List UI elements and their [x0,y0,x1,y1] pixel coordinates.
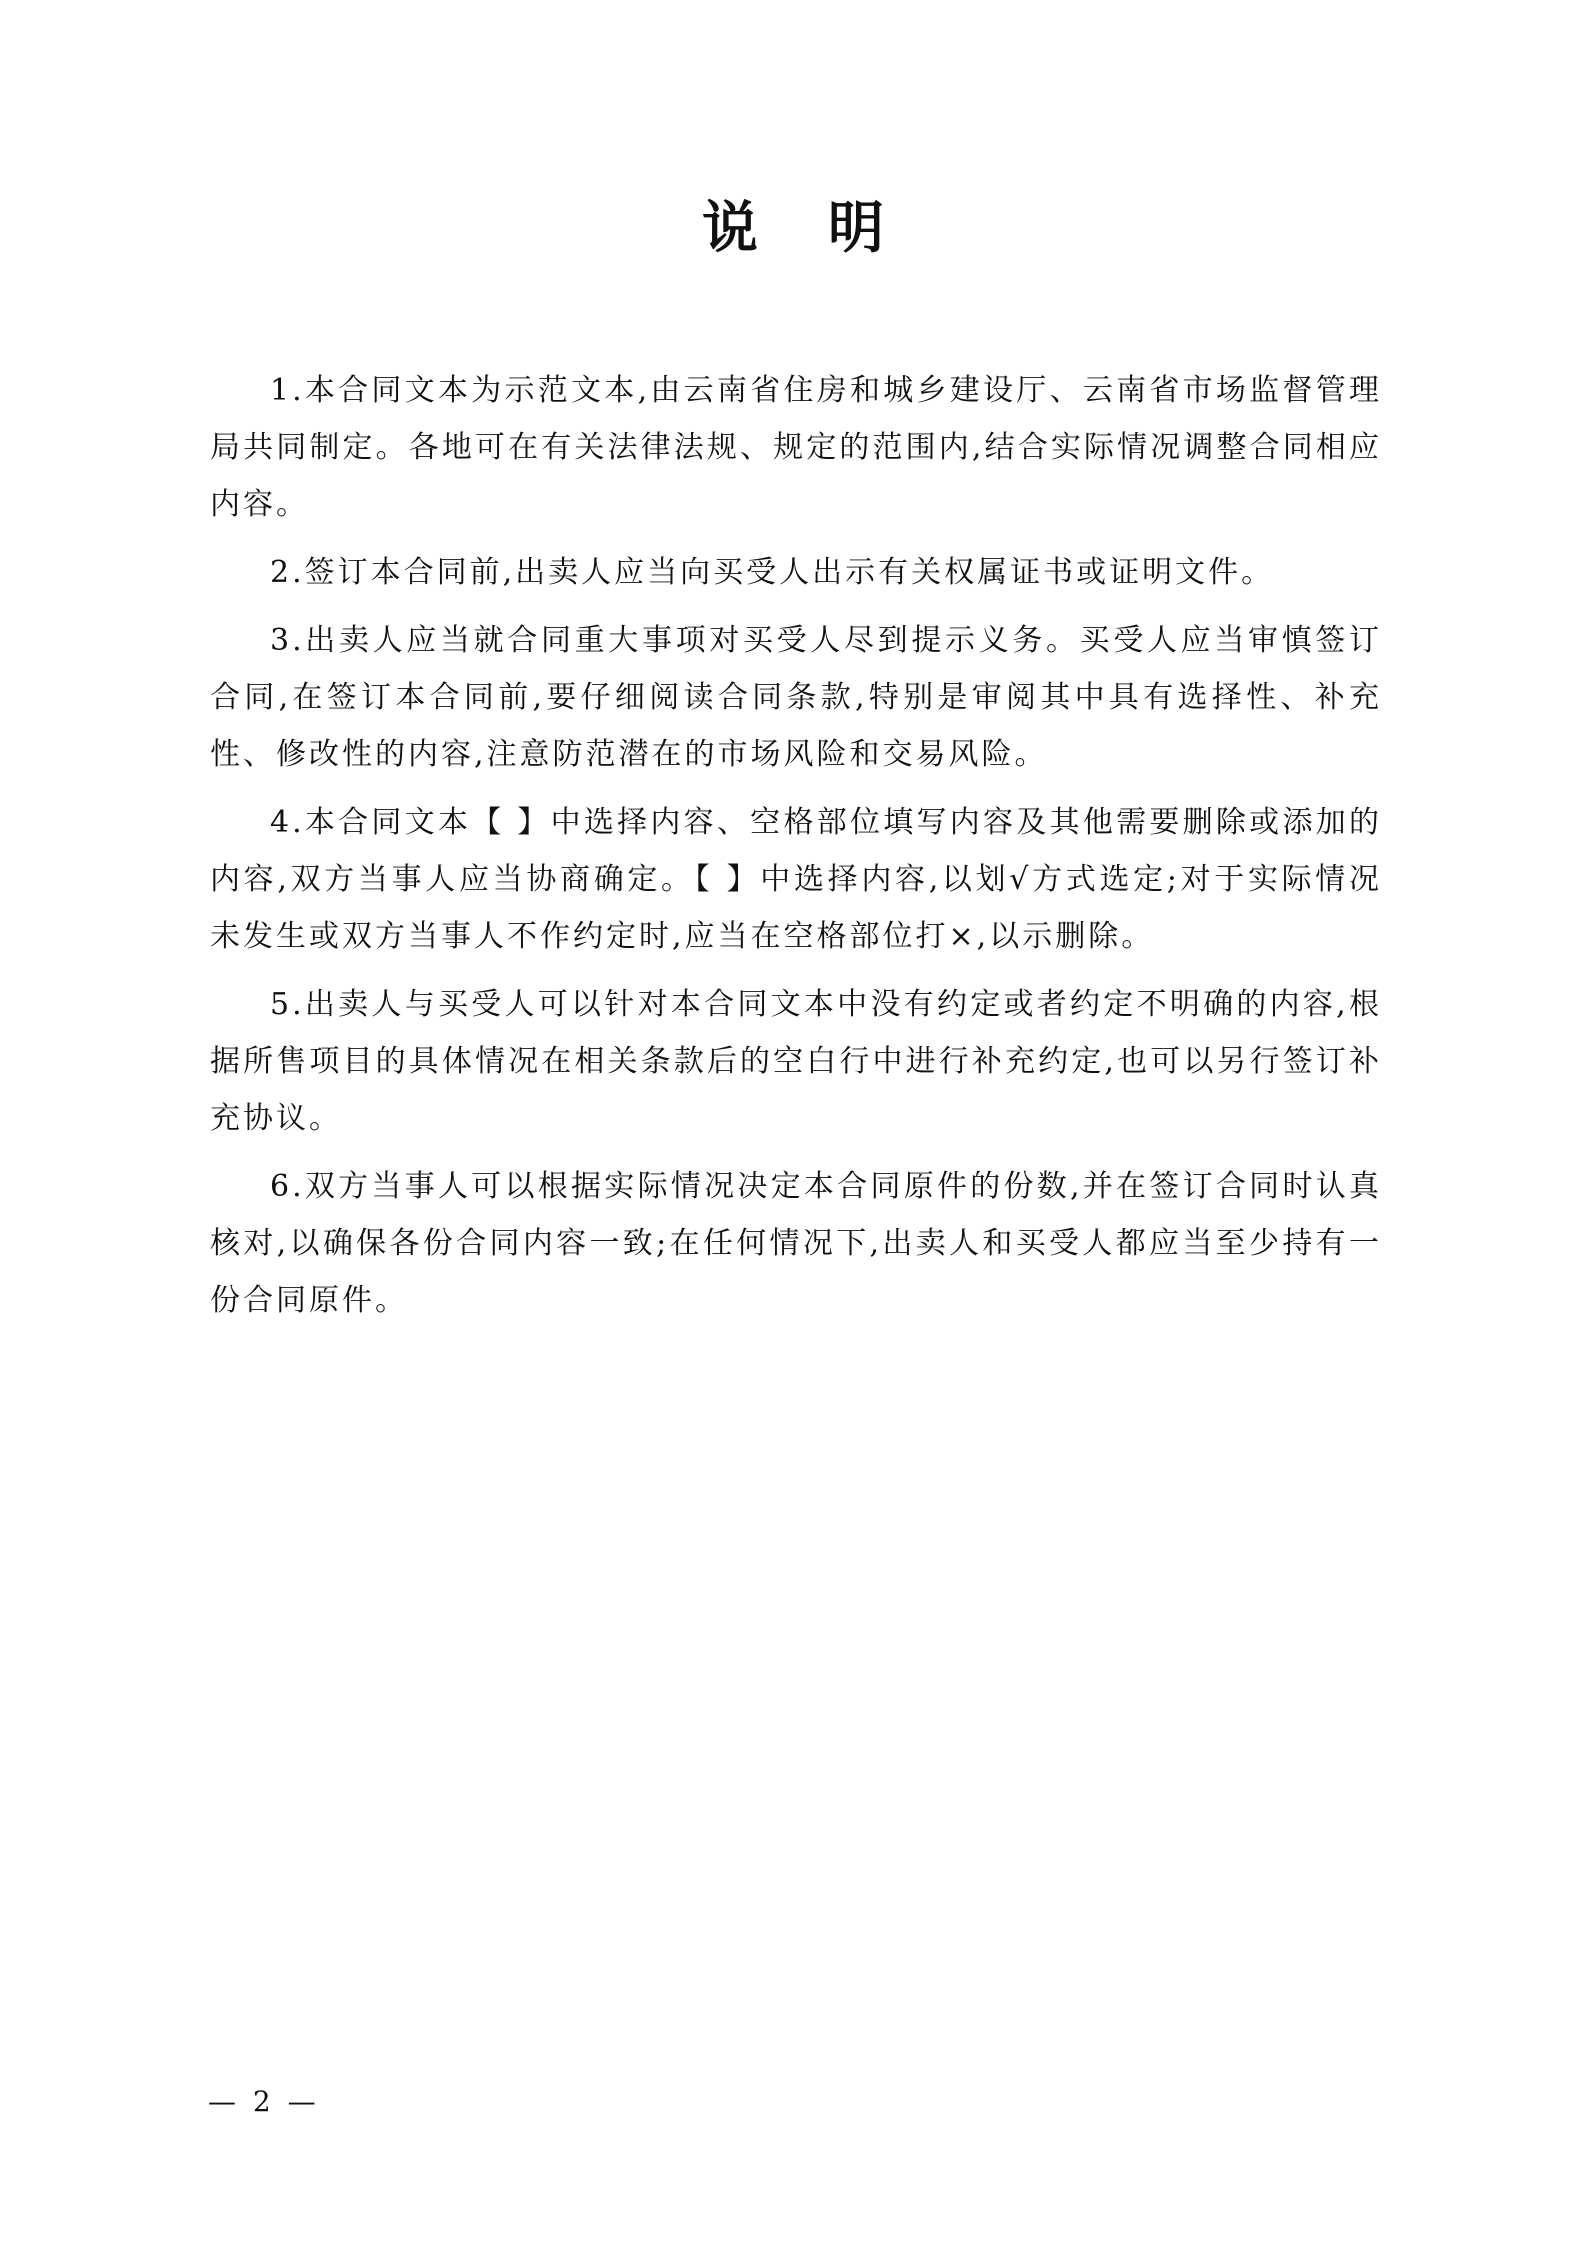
paragraph-5: 5.出卖人与买受人可以针对本合同文本中没有约定或者约定不明确的内容,根据所售项目的具体情况在相关条款后的空白行中进行补充约定,也可以另行签订补充协议。 [210,987,1382,1136]
paragraph-4: 4.本合同文本【 】中选择内容、空格部位填写内容及其他需要删除或添加的内容,双方当事人应当协商确定。【 】中选择内容,以划√方式选定;对于实际情况未发生或双方当事人不作约定时,应当在空格部位打×,以示删除。 [210,805,1382,954]
page-title: 说明 [702,195,954,261]
page-number: — 2 — [208,2085,320,2118]
paragraph-2: 2.签订本合同前,出卖人应当向买受人出示有关权属证书或证明文件。 [270,555,1275,590]
paragraph-6: 6.双方当事人可以根据实际情况决定本合同原件的份数,并在签订合同时认真核对,以确保各份合同内容一致;在任何情况下,出卖人和买受人都应当至少持有一份合同原件。 [210,1169,1382,1318]
instructions-body [210,362,1382,1340]
paragraph-3: 3.出卖人应当就合同重大事项对买受人尽到提示义务。买受人应当审慎签订合同,在签订本合同前,要仔细阅读合同条款,特别是审阅其中具有选择性、补充性、修改性的内容,注意防范潜在的市场风险和交易风险。 [210,623,1382,772]
paragraph-1: 1.本合同文本为示范文本,由云南省住房和城乡建设厅、云南省市场监督管理局共同制定。各地可在有关法律法规、规定的范围内,结合实际情况调整合同相应内容。 [210,373,1382,522]
